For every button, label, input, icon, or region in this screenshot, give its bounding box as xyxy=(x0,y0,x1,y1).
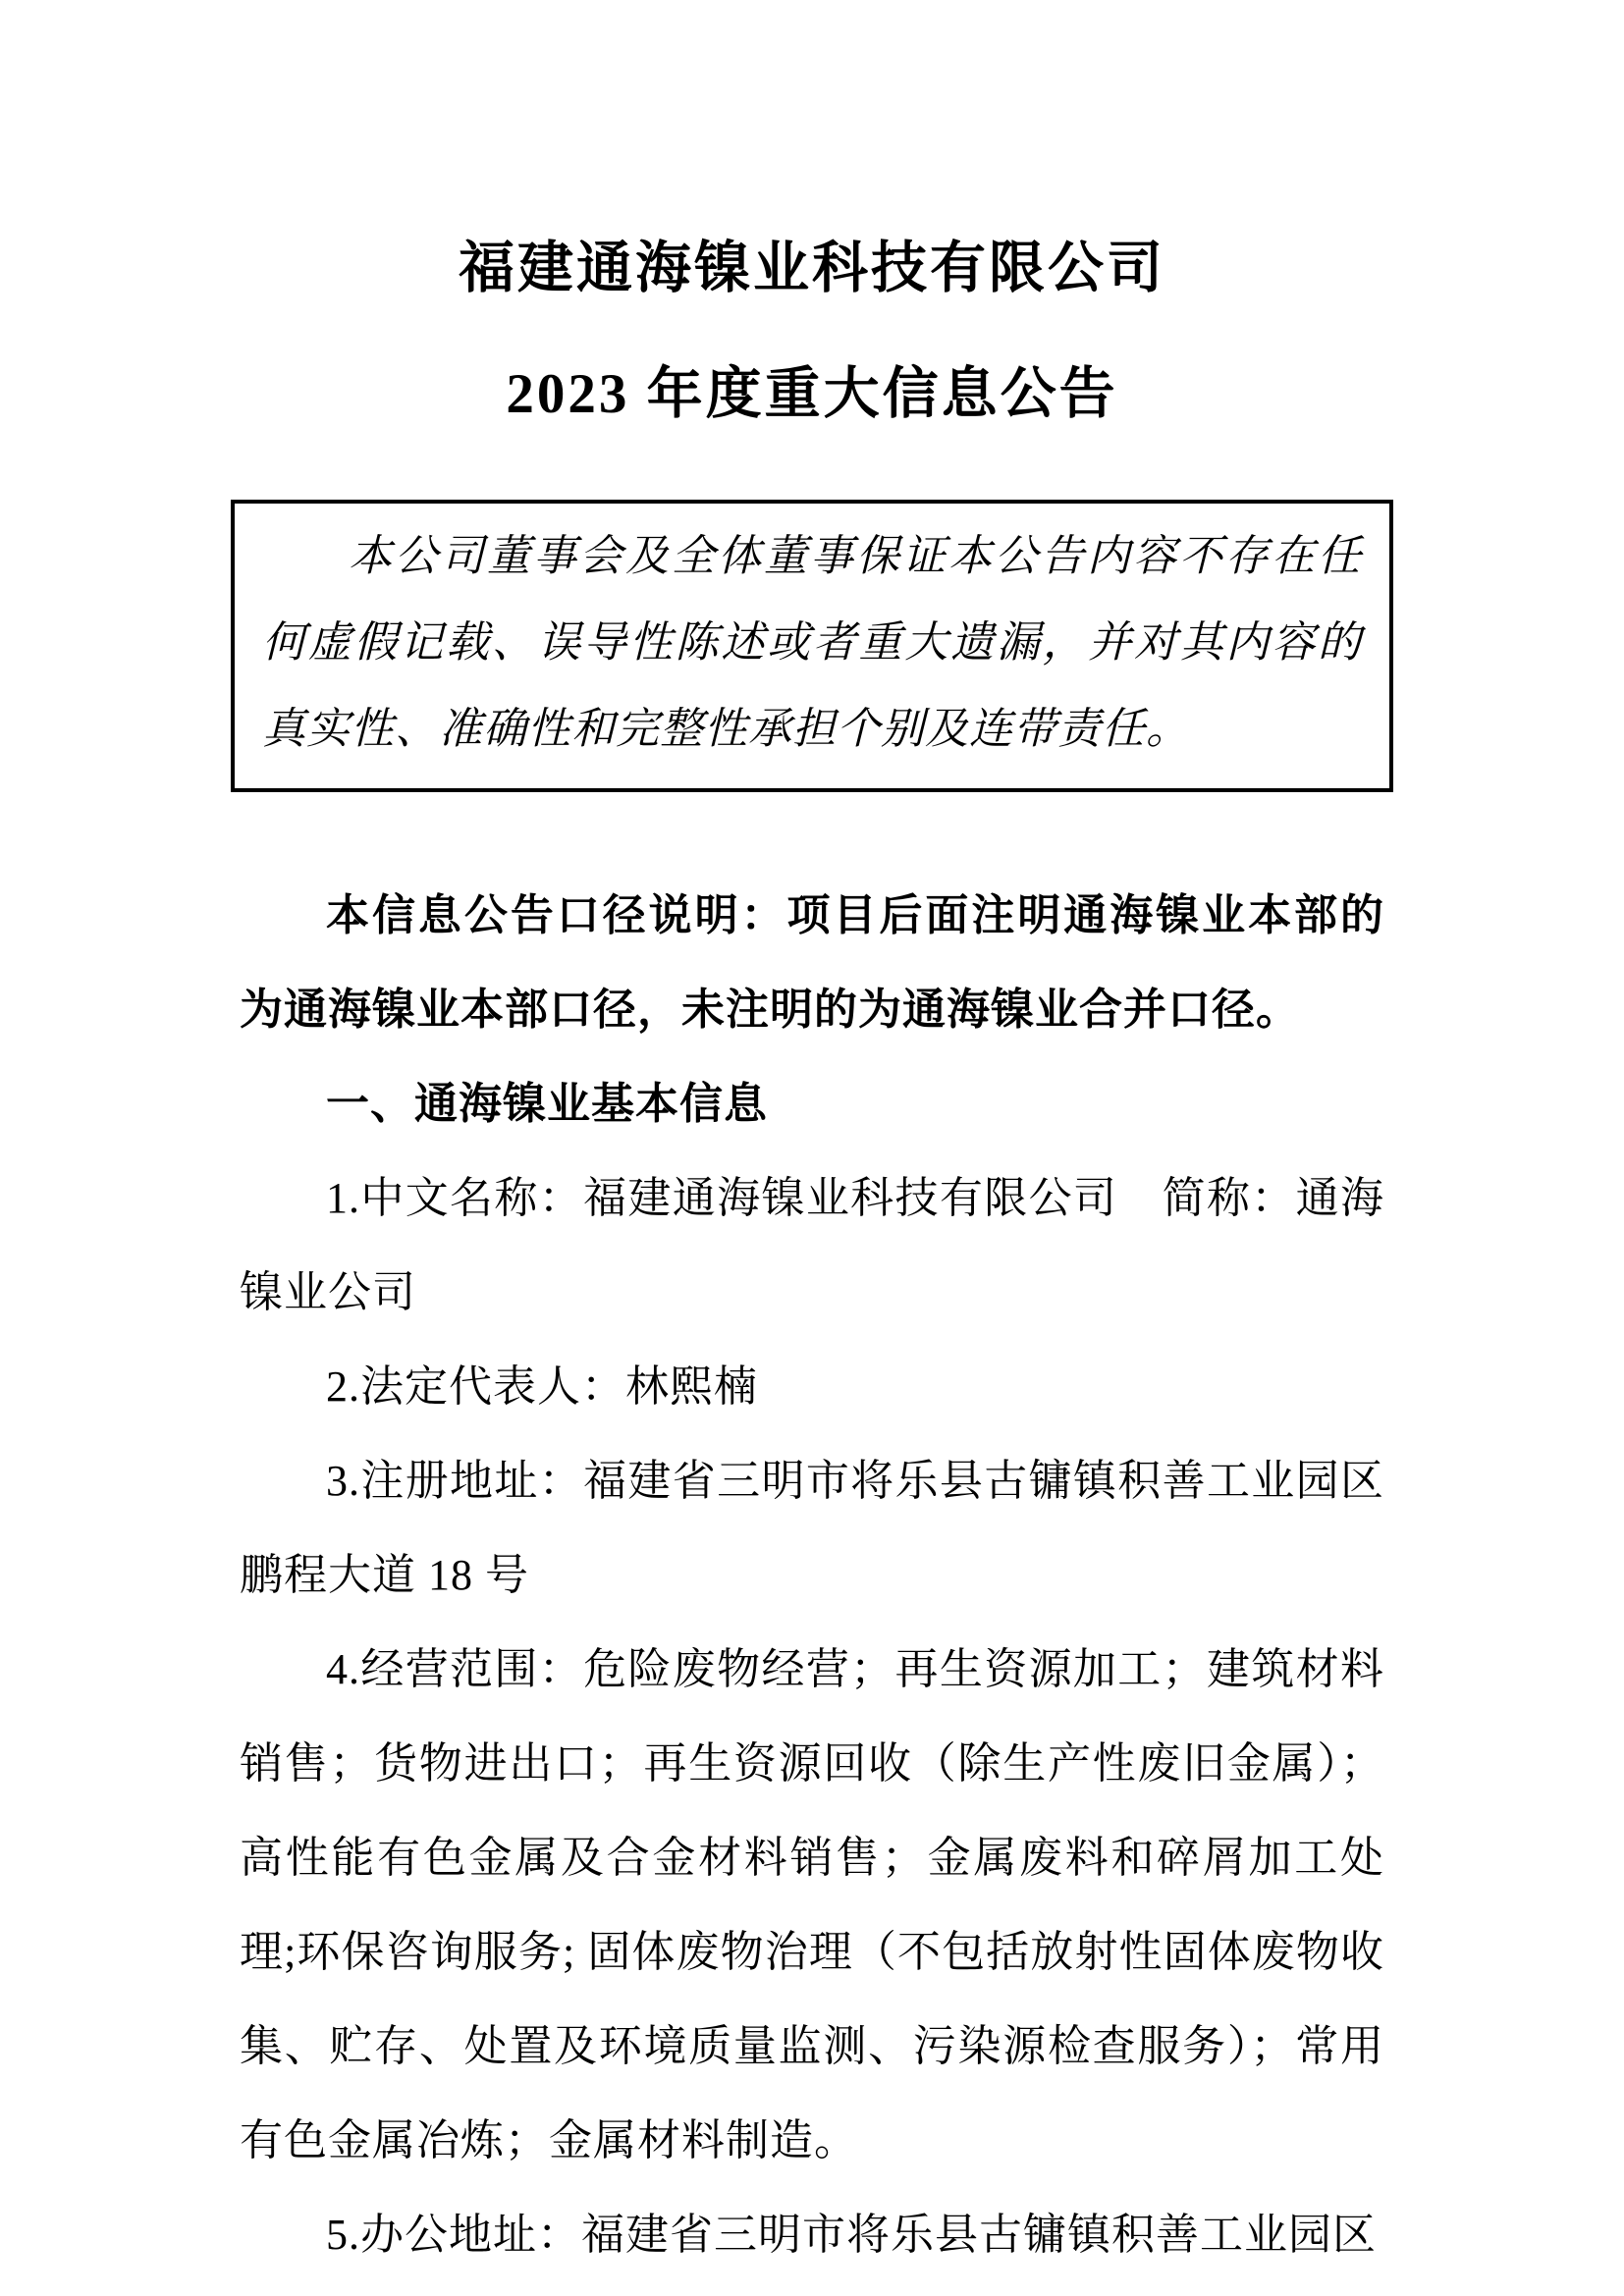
document-subtitle: 2023 年度重大信息公告 xyxy=(506,363,1118,425)
document-title: 福建通海镍业科技有限公司 xyxy=(459,238,1165,299)
item-business-scope: 4.经营范围：危险废物经营；再生资源加工；建筑材料销售；货物进出口；再生资源回收（除生产性废旧金属）；高性能有色金属及合金材料销售；金属废料和碎屑加工处理;环保咨询服务; 固体废物治理（不包括放射性固体废物收集、贮存、处置及环境质量监测、污染源检查服务）；常用有色金属冶炼；金属材料制造。 xyxy=(240,1645,1384,2164)
item-registered-address: 3.注册地址：福建省三明市将乐县古镛镇积善工业园区鹏程大道 18 号 xyxy=(240,1457,1384,1599)
disclaimer-text: 本公司董事会及全体董事保证本公告内容不存在任何虚假记载、误导性陈述或者重大遗漏，并对其内容的真实性、准确性和完整性承担个别及连带责任。 xyxy=(262,532,1362,753)
item-office-address: 5.办公地址：福建省三明市将乐县古镛镇积善工业园区 xyxy=(326,2211,1377,2259)
item-chinese-name: 1.中文名称：福建通海镍业科技有限公司 简称：通海镍业公司 xyxy=(240,1174,1384,1316)
caliber-note: 本信息公告口径说明：项目后面注明通海镍业本部的为通海镍业本部口径，未注明的为通海镍业合并口径。 xyxy=(240,891,1384,1034)
document-body xyxy=(240,869,1384,2282)
section-heading-basic-info: 一、通海镍业基本信息 xyxy=(326,1080,768,1128)
item-legal-representative: 2.法定代表人：林熙楠 xyxy=(326,1362,758,1411)
disclaimer-box xyxy=(231,500,1393,792)
